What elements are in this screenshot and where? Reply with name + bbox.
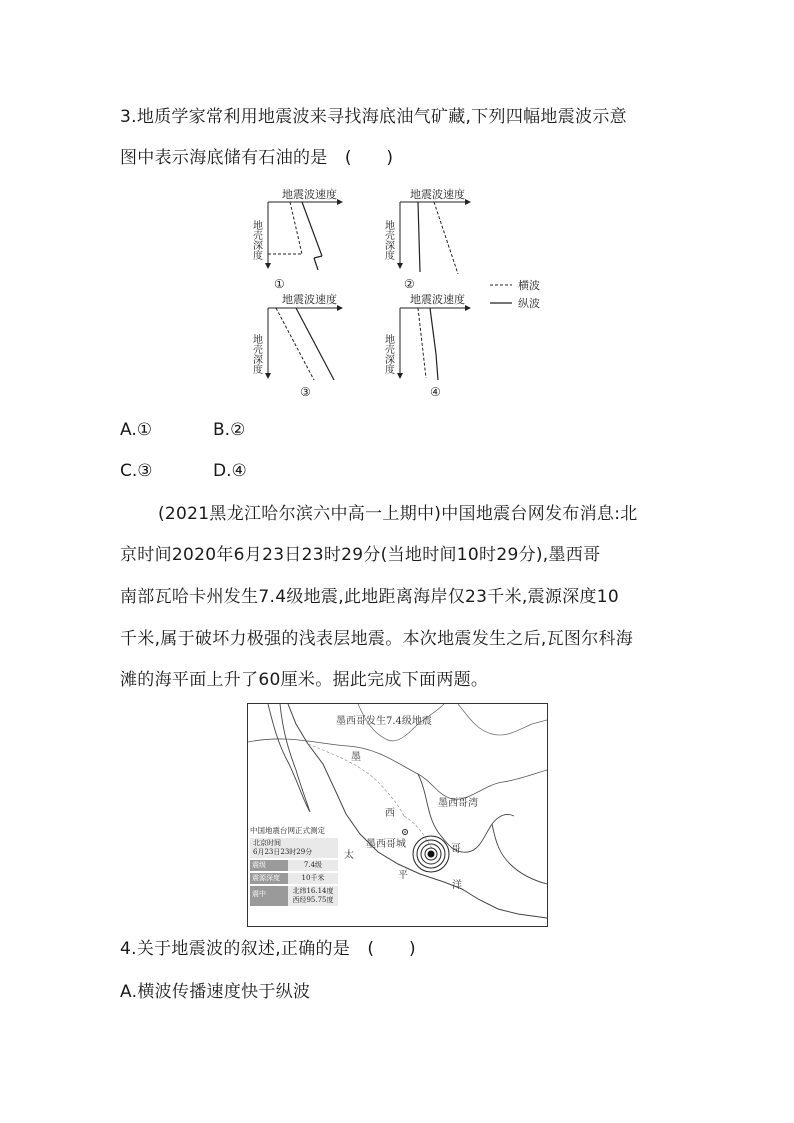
map-country-char-2: 西 (385, 808, 395, 819)
info-depth-label: 震源深度 (250, 873, 288, 884)
map-ocean-char-1: 太 (344, 850, 354, 861)
info-magnitude-label: 震级 (250, 860, 288, 871)
legend-longitudinal: 纵波 (518, 297, 540, 310)
panel-3-label: ③ (300, 385, 311, 399)
option-d[interactable]: D.④ (213, 461, 247, 481)
panel-2-label: ② (404, 277, 415, 291)
passage-line5: 滩的海平面上升了60厘米。据此完成下面两题。 (120, 670, 489, 690)
earthquake-info-box (250, 826, 338, 906)
map-ocean-char-2: 平 (398, 870, 408, 881)
info-magnitude-value: 7.4级 (288, 860, 338, 871)
info-lon: 西经95.75度 (292, 896, 334, 904)
panel-2 (383, 187, 471, 291)
q4-stem: 4.关于地震波的叙述,正确的是 ( ) (120, 939, 416, 959)
legend-transverse: 横波 (518, 279, 540, 292)
diagram-legend (490, 278, 540, 310)
map-title: 墨西哥发生7.4级地震 (336, 716, 432, 727)
map-country-char-3: 哥 (451, 844, 461, 855)
q4-option-a[interactable]: A.横波传播速度快于纵波 (120, 982, 311, 1002)
option-c[interactable]: C.③ (120, 461, 153, 481)
panel-3 (251, 292, 343, 399)
info-depth-value: 10千米 (288, 873, 338, 884)
map-gulf-label: 墨西哥湾 (438, 798, 478, 809)
map-country-char-1: 墨 (351, 752, 361, 763)
info-title: 中国地震台网正式测定 (250, 826, 325, 835)
panel-1-label: ① (274, 277, 285, 291)
panel-1-y-label: 地壳深度 (250, 220, 262, 260)
info-time-block (250, 838, 338, 858)
map-ocean-char-3: 洋 (452, 880, 462, 891)
panel-2-y-label: 地壳深度 (382, 220, 394, 260)
info-epicenter-coords (288, 886, 338, 906)
q3-stem-line2: 图中表示海底储有石油的是 ( ) (120, 148, 394, 168)
q3-stem-line1: 3.地质学家常利用地震波来寻找海底油气矿藏,下列四幅地震波示意 (120, 107, 627, 127)
passage-line4: 千米,属于破坏力极强的浅表层地震。本次地震发生之后,瓦图尔科海 (120, 629, 634, 649)
panel-1 (251, 187, 343, 291)
mexico-earthquake-map (247, 703, 548, 927)
info-row-depth (250, 873, 338, 884)
panel-1-x-label: 地震波速度 (282, 188, 337, 201)
info-time-value: 6月23日23时29分 (253, 848, 313, 856)
option-a[interactable]: A.① (120, 420, 152, 440)
seismic-wave-diagram (250, 186, 550, 401)
info-epicenter-label: 震中 (250, 886, 288, 906)
info-lat: 北纬16.14度 (292, 887, 334, 895)
panel-3-y-label: 地壳深度 (250, 334, 262, 374)
info-row-epicenter (250, 886, 338, 906)
panel-4-y-label: 地壳深度 (382, 334, 394, 374)
panel-4-label: ④ (430, 385, 441, 399)
option-b[interactable]: B.② (213, 420, 246, 440)
map-city-label: 墨西哥城 (366, 839, 406, 850)
info-row-magnitude (250, 860, 338, 871)
passage-line1: (2021黑龙江哈尔滨六中高一上期中)中国地震台网发布消息:北 (158, 504, 638, 524)
info-time-label: 北京时间 (253, 839, 281, 847)
panel-3-x-label: 地震波速度 (282, 293, 337, 306)
passage-line3: 南部瓦哈卡州发生7.4级地震,此地距离海岸仅23千米,震源深度10 (120, 587, 620, 607)
panel-4 (383, 292, 471, 399)
panel-4-x-label: 地震波速度 (410, 293, 465, 306)
panel-2-x-label: 地震波速度 (410, 188, 465, 201)
passage-line2: 京时间2020年6月23日23时29分(当地时间10时29分),墨西哥 (120, 545, 601, 565)
